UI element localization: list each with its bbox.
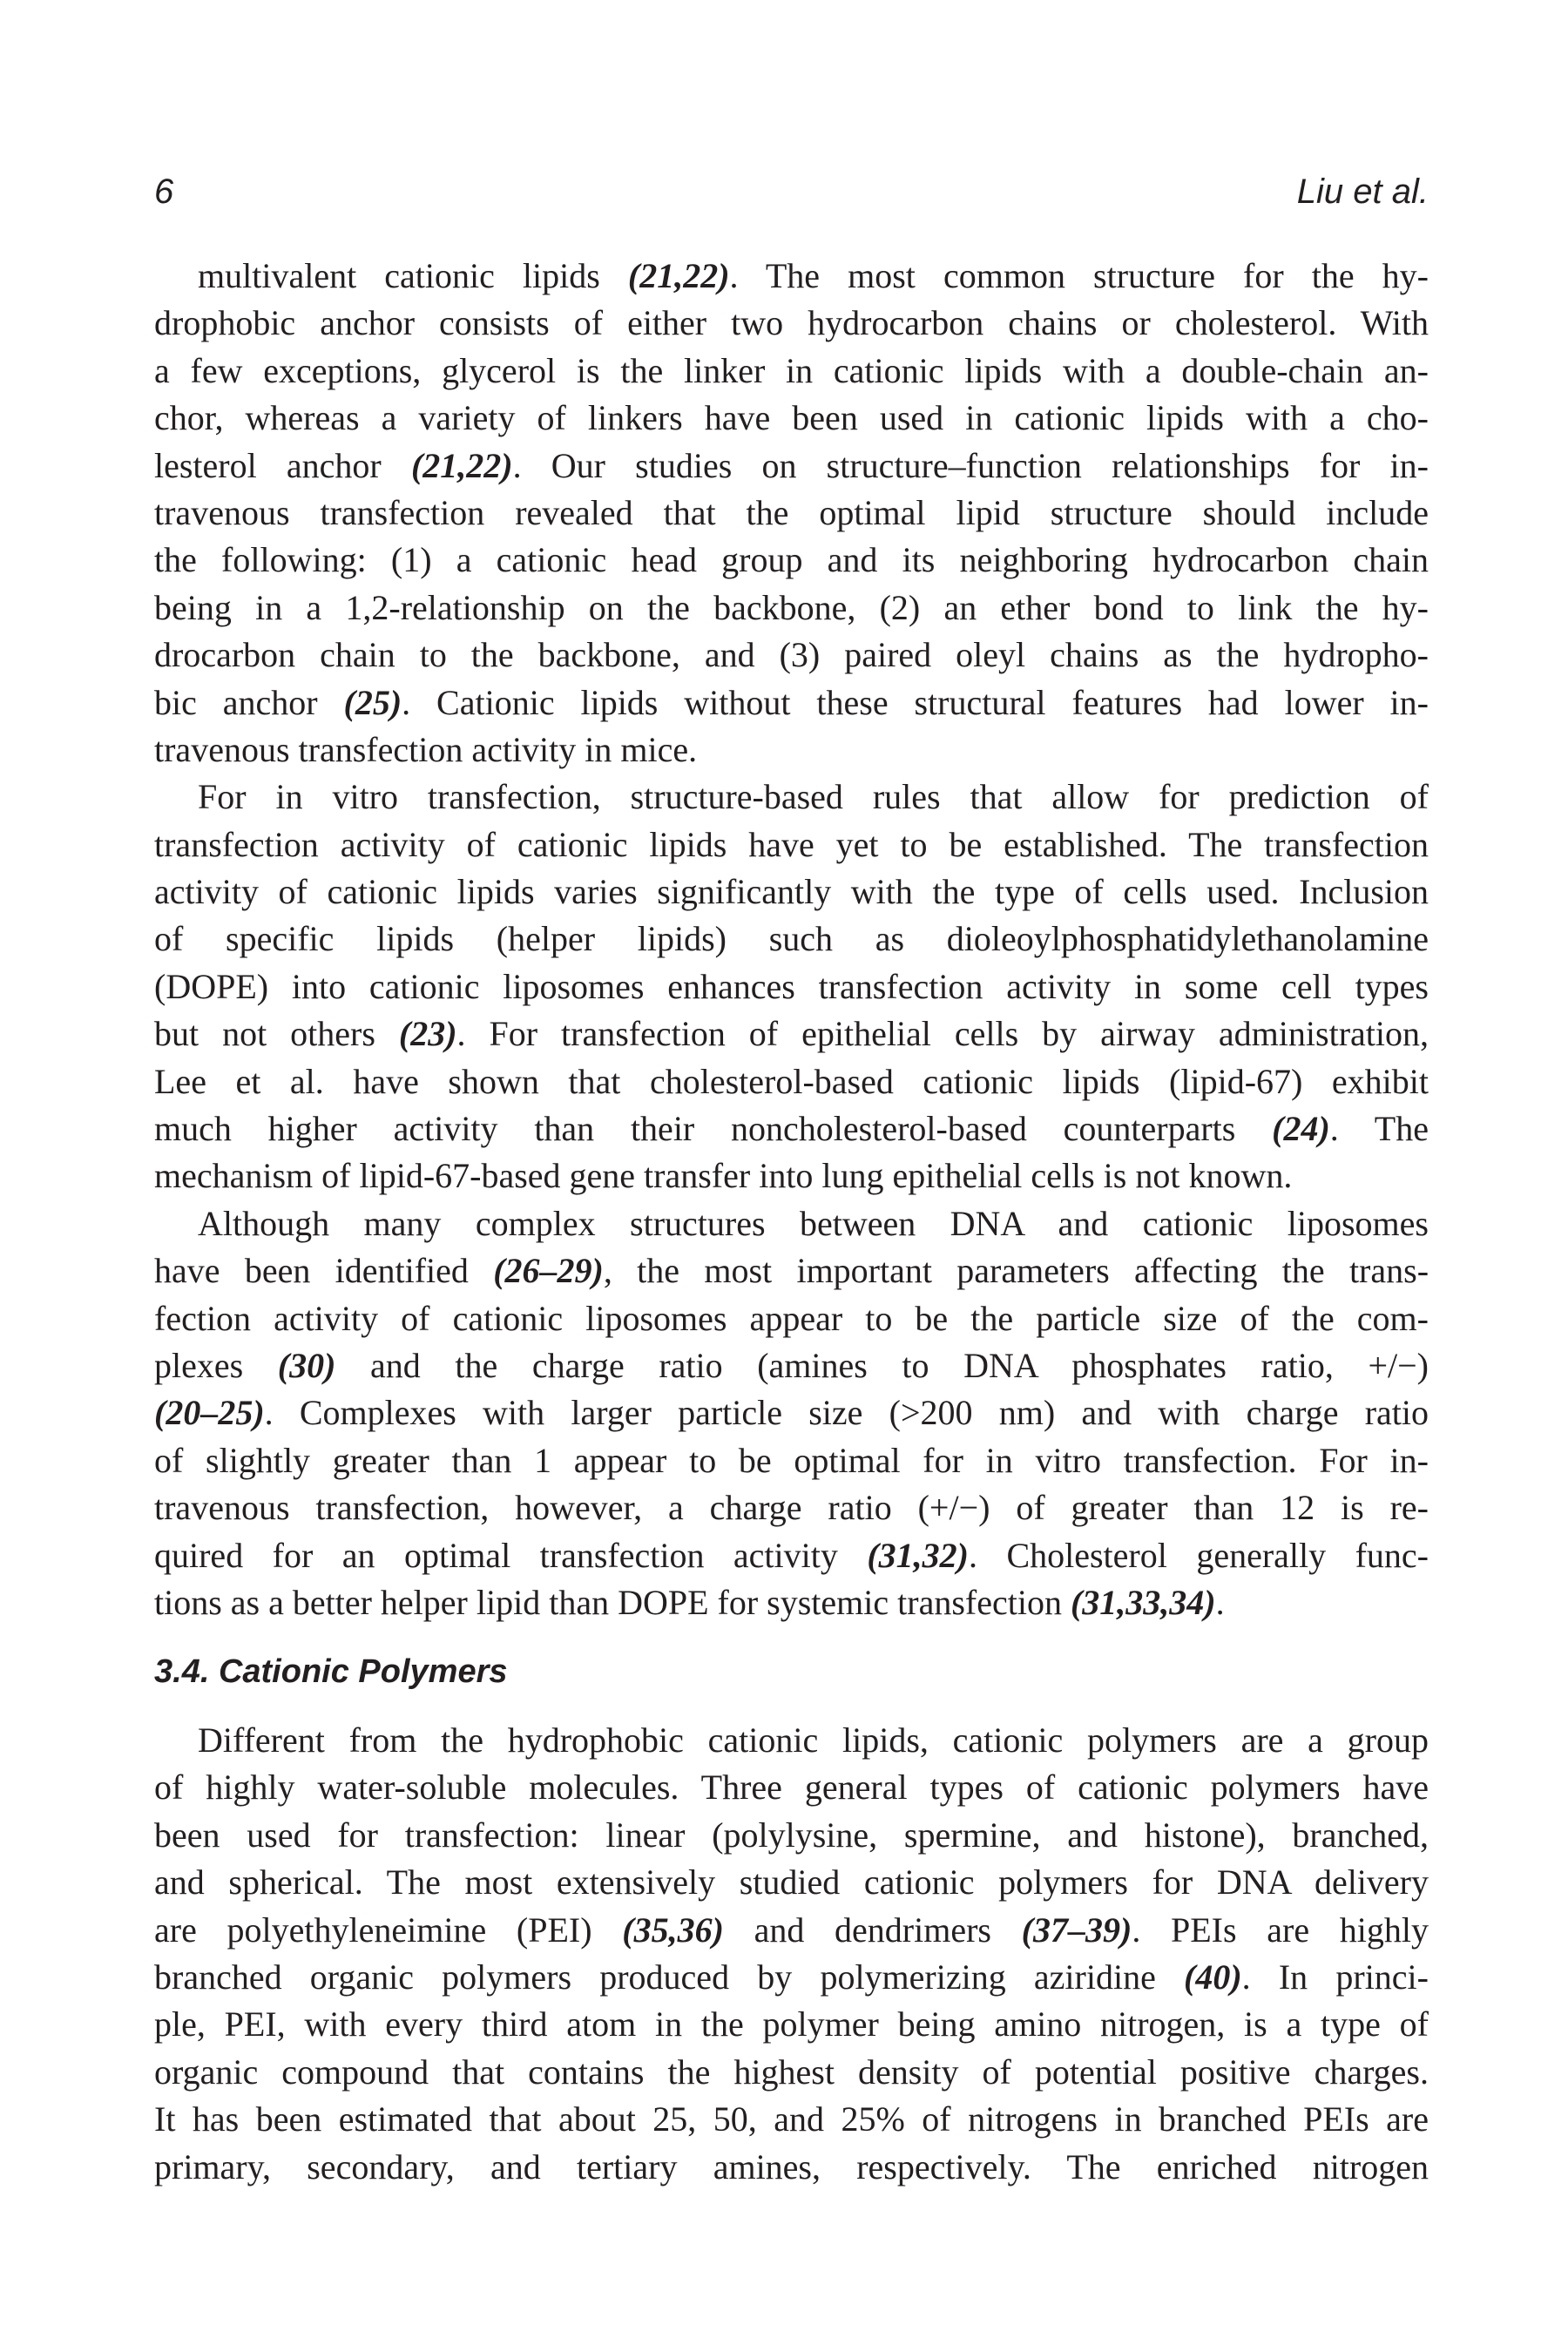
text-line <box>154 2049 1429 2096</box>
text-segment: . In princi- <box>1241 1957 1429 1997</box>
line-content <box>198 253 1429 300</box>
text-segment: travenous transfection activity in mice. <box>154 729 698 769</box>
text-line <box>154 679 1429 727</box>
text-segment: multivalent cationic lipids <box>198 256 628 295</box>
text-line <box>154 774 1429 821</box>
text-segment: fection activity of cationic liposomes appear to be the particle size of the com- <box>154 1298 1429 1338</box>
line-content <box>154 2001 1429 2048</box>
text-segment: . Our studies on structure–function relationships for in- <box>512 445 1429 485</box>
text-segment: are polyethyleneimine (PEI) <box>154 1909 623 1950</box>
line-content <box>154 916 1429 963</box>
text-segment: (DOPE) into cationic liposomes enhances transfection activity in some cell types <box>154 966 1429 1006</box>
line-content <box>154 1105 1429 1152</box>
text-segment: and spherical. The most extensively studied cationic polymers for DNA delivery <box>154 1862 1429 1903</box>
text-segment: drophobic anchor consists of either two hydrocarbon chains or cholesterol. With <box>154 303 1429 343</box>
citation-reference: (23) <box>398 1014 457 1054</box>
text-segment: and the charge ratio (amines to DNA phosphates ratio, +/−) <box>335 1345 1429 1385</box>
citation-reference: (31,32) <box>867 1535 969 1575</box>
line-content <box>154 1295 1429 1342</box>
citation-reference: (40) <box>1184 1957 1242 1997</box>
text-line <box>154 300 1429 347</box>
text-segment: Although many complex structures between DNA and cationic liposomes <box>198 1203 1429 1243</box>
text-line <box>154 537 1429 584</box>
line-content <box>154 537 1429 584</box>
text-line <box>154 1152 1429 1200</box>
paragraph <box>154 1717 1429 2191</box>
line-content <box>154 348 1429 395</box>
text-line <box>154 1010 1429 1058</box>
running-head: Liu et al. <box>1296 172 1429 211</box>
line-content <box>154 395 1429 442</box>
line-content <box>154 1389 1429 1436</box>
text-line <box>154 253 1429 300</box>
text-line <box>154 821 1429 868</box>
text-segment: tions as a better helper lipid than DOPE for systemic transfection <box>154 1582 1071 1622</box>
paragraph <box>154 253 1429 774</box>
text-segment: quired for an optimal transfection activity <box>154 1535 868 1575</box>
line-content <box>198 774 1429 821</box>
text-segment: branched organic polymers produced by polymerizing aziridine <box>154 1957 1185 1997</box>
text-segment: For in vitro transfection, structure-based rules that allow for prediction of <box>198 777 1429 817</box>
line-content <box>198 1200 1429 1247</box>
text-segment: . The most common structure for the hy- <box>729 256 1429 295</box>
text-segment: . Cholesterol generally func- <box>968 1535 1429 1575</box>
text-segment: transfection activity of cationic lipids have yet to be established. The transfection <box>154 824 1429 864</box>
line-content <box>154 1764 1429 1811</box>
line-content <box>154 585 1429 632</box>
line-content <box>154 1859 1429 1906</box>
text-line <box>154 1717 1429 1764</box>
text-line <box>154 916 1429 963</box>
text-line <box>154 1437 1429 1484</box>
text-line <box>154 1295 1429 1342</box>
line-content <box>154 1484 1429 1531</box>
line-content <box>154 679 1429 727</box>
text-line <box>154 727 1429 774</box>
text-segment: the following: (1) a cationic head group and its neighboring hydrocarbon chain <box>154 540 1429 580</box>
line-content <box>154 1532 1429 1579</box>
text-line <box>154 1954 1429 2001</box>
line-content <box>154 727 697 774</box>
text-line <box>154 2096 1429 2143</box>
text-segment: travenous transfection revealed that the optimal lipid structure should include <box>154 492 1429 532</box>
text-segment: plexes <box>154 1345 278 1385</box>
text-line <box>154 1579 1429 1626</box>
text-segment: . For transfection of epithelial cells by airway administration, <box>456 1014 1429 1054</box>
text-segment: Different from the hydrophobic cationic lipids, cationic polymers are a group <box>198 1720 1429 1760</box>
text-segment: drocarbon chain to the backbone, and (3) paired oleyl chains as the hydropho- <box>154 635 1429 675</box>
paragraph <box>154 1200 1429 1627</box>
paragraph <box>154 774 1429 1200</box>
text-segment: being in a 1,2-relationship on the backbone, (2) an ether bond to link the hy- <box>154 587 1429 627</box>
text-segment: . <box>1215 1582 1225 1622</box>
citation-reference: (20–25) <box>154 1393 265 1433</box>
line-content <box>154 1152 1292 1200</box>
text-segment: travenous transfection, however, a charge ratio (+/−) of greater than 12 is re- <box>154 1488 1429 1528</box>
line-content <box>154 300 1429 347</box>
text-line <box>154 1200 1429 1247</box>
text-segment: and dendrimers <box>723 1909 1022 1950</box>
text-line <box>154 2144 1429 2191</box>
text-segment: lesterol anchor <box>154 445 411 485</box>
text-line <box>154 490 1429 537</box>
text-line <box>154 443 1429 490</box>
text-segment: but not others <box>154 1014 399 1054</box>
line-content <box>154 963 1429 1010</box>
citation-reference: (26–29) <box>493 1251 604 1291</box>
text-line <box>154 1389 1429 1436</box>
text-line <box>154 1342 1429 1389</box>
text-line <box>154 1105 1429 1152</box>
text-segment: mechanism of lipid-67-based gene transfer into lung epithelial cells is not known. <box>154 1156 1293 1196</box>
line-content <box>154 1812 1429 1859</box>
line-content <box>154 1058 1429 1105</box>
text-segment: organic compound that contains the highest density of potential positive charges. <box>154 2051 1429 2092</box>
text-line <box>154 1764 1429 1811</box>
section-heading: 3.4. Cationic Polymers <box>154 1653 508 1690</box>
text-segment: of specific lipids (helper lipids) such as dioleoylphosphatidylethanolamine <box>154 919 1429 959</box>
page-number: 6 <box>154 172 174 211</box>
text-segment: It has been estimated that about 25, 50, and 25% of nitrogens in branched PEIs are <box>154 2099 1429 2139</box>
line-content <box>154 1247 1429 1294</box>
text-line <box>154 632 1429 679</box>
text-segment: . The <box>1329 1109 1429 1149</box>
text-segment: ple, PEI, with every third atom in the polymer being amino nitrogen, is a type of <box>154 2004 1429 2044</box>
citation-reference: (31,33,34) <box>1070 1582 1216 1622</box>
line-content <box>154 1954 1429 2001</box>
text-segment: primary, secondary, and tertiary amines, respectively. The enriched nitrogen <box>154 2146 1429 2186</box>
citation-reference: (21,22) <box>627 256 730 295</box>
text-line <box>154 1532 1429 1579</box>
line-content <box>154 2049 1429 2096</box>
text-segment: . Complexes with larger particle size (>200 nm) and with charge ratio <box>264 1393 1429 1433</box>
line-content <box>154 1907 1429 1954</box>
text-segment: of slightly greater than 1 appear to be optimal for in vitro transfection. For in- <box>154 1440 1429 1480</box>
text-segment: of highly water-soluble molecules. Three general types of cationic polymers have <box>154 1767 1429 1808</box>
citation-reference: (35,36) <box>622 1909 724 1950</box>
text-line <box>154 1247 1429 1294</box>
line-content <box>154 868 1429 916</box>
text-segment: a few exceptions, glycerol is the linker in cationic lipids with a double-chain an- <box>154 350 1429 390</box>
text-line <box>154 1907 1429 1954</box>
text-line <box>154 1058 1429 1105</box>
line-content <box>198 1717 1429 1764</box>
text-line <box>154 963 1429 1010</box>
text-segment: . Cationic lipids without these structural features had lower in- <box>402 682 1429 722</box>
text-segment: . PEIs are highly <box>1132 1909 1429 1950</box>
text-line <box>154 395 1429 442</box>
citation-reference: (37–39) <box>1021 1909 1132 1950</box>
text-segment: activity of cationic lipids varies significantly with the type of cells used. Inclusion <box>154 872 1429 912</box>
text-line <box>154 348 1429 395</box>
line-content <box>154 2144 1429 2191</box>
text-segment: , the most important parameters affecting the trans- <box>603 1251 1429 1291</box>
text-line <box>154 1484 1429 1531</box>
line-content <box>154 443 1429 490</box>
text-segment: Lee et al. have shown that cholesterol-based cationic lipids (lipid-67) exhibit <box>154 1061 1429 1101</box>
text-segment: chor, whereas a variety of linkers have been used in cationic lipids with a cho- <box>154 398 1429 438</box>
body-text-upper <box>154 253 1429 1626</box>
line-content <box>154 632 1429 679</box>
text-segment: bic anchor <box>154 682 344 722</box>
line-content <box>154 821 1429 868</box>
line-content <box>154 2096 1429 2143</box>
text-segment: been used for transfection: linear (polylysine, spermine, and histone), branched, <box>154 1815 1429 1855</box>
line-content <box>154 1579 1225 1626</box>
body-text-lower <box>154 1717 1429 2191</box>
citation-reference: (21,22) <box>410 445 513 485</box>
text-segment: have been identified <box>154 1251 494 1291</box>
line-content <box>154 1010 1429 1058</box>
line-content <box>154 1342 1429 1389</box>
line-content <box>154 1437 1429 1484</box>
citation-reference: (24) <box>1272 1109 1330 1149</box>
text-line <box>154 2001 1429 2048</box>
citation-reference: (25) <box>343 682 402 722</box>
text-line <box>154 585 1429 632</box>
text-line <box>154 1859 1429 1906</box>
text-line <box>154 1812 1429 1859</box>
line-content <box>154 490 1429 537</box>
citation-reference: (30) <box>277 1345 336 1385</box>
text-segment: much higher activity than their noncholesterol-based counterparts <box>154 1109 1273 1149</box>
text-line <box>154 868 1429 916</box>
